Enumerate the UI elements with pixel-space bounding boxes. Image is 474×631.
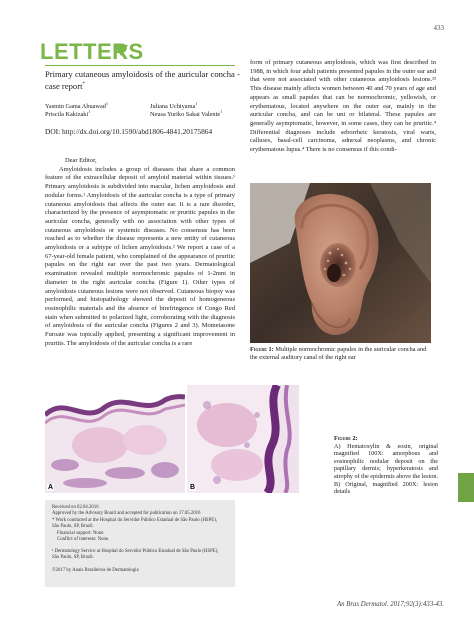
figure-2-label: Figure 2:	[334, 435, 358, 442]
figure-1-photo	[250, 183, 431, 343]
figure-2-caption	[334, 435, 438, 496]
figure-2-panel-b-label: B	[190, 484, 196, 491]
figure-2a-micrograph	[45, 385, 185, 493]
right-column	[250, 59, 436, 155]
figure-2-text: A) Hematoxylin & eosin, original magnified 100X: amorphous and eosinophilic nodular deposit on the papillary dermis; hyperkeratosis and atrophy of the epidermis above the lesion. B) Original, magnified 200X: lesion details	[334, 442, 438, 496]
salutation: Dear Editor,	[65, 157, 97, 164]
figure-2b-micrograph	[187, 385, 330, 493]
figure-1-label: Figure 1:	[250, 346, 274, 353]
article-title	[45, 69, 240, 91]
received-note: Received on 02.04.2016	[52, 505, 99, 510]
title-marker: *	[82, 81, 85, 87]
header-rule	[45, 65, 235, 66]
affiliation-note: ¹ Dermatology Service at Hospital do Servidor Público Estadual de São Paulo (HSPE), São Paulo, SP, Brazil.	[52, 549, 219, 561]
title-text: Primary cutaneous amyloidosis of the auricular concha - case report	[45, 69, 240, 91]
page-number: 433	[433, 24, 444, 32]
author-1: Yasmin Gama Abuawad$^1$	[45, 101, 108, 111]
journal-reference: An Bras Dermatol. 2017;92(3):433-43.	[336, 601, 444, 608]
side-tab-marker	[458, 473, 474, 502]
footnote-box	[45, 500, 235, 587]
work-conducted-note: * Work conducted at the Hospital do Servidor Público Estadual de São Paulo (HSPE), São Paulo, SP, Brazil.	[52, 518, 217, 530]
author-3: Priscila Kakizaki$^1$	[45, 109, 91, 119]
section-header: LETTERS	[40, 39, 144, 64]
figure-1-text: Multiple normochromic papules in the auricular concha and the external auditory canal of the right ear	[250, 346, 427, 361]
figure-2-panel-a-label: A	[48, 484, 54, 491]
author-2: Juliana Uchiyama$^1$	[150, 101, 198, 111]
doi-link[interactable]: DOI: http://dx.doi.org/10.1590/abd1806-4841.20175864	[45, 127, 213, 136]
right-column-paragraph: form of primary cutaneous amyloidosis, which was first described in 1988, in which four adult patients presented papules in the outer ear and that were not associated with other cutaneous amyloidosis lesions.²³ This disease mainly affects women between 40 and 70 years of age and appears as small papules that can be normochromic, yellowish, or erythematous, located anywhere on the outer ear, mainly in the auricular concha, and can be uni or bilateral. These papules are generally asymptomatic, however, in some cases, they can be pruritic.⁴ Differential diagnoses include seborrheic keratosis, viral warts, calluses, basal-cell carcinoma, adnexal neoplasms, and chronic erythematous lupus.⁴ There is no consensus if this condi-	[250, 59, 436, 154]
conflict-note: Conflict of interests: None.	[57, 537, 110, 542]
author-4: Neusa Yuriko Sakai Valente$^1$	[150, 109, 223, 119]
financial-support-note: Financial support: None.	[57, 531, 105, 536]
figure-1-caption	[250, 346, 431, 361]
approved-note: Approved by the Advisory Board and accepted for publication on 17.05.2016	[52, 511, 201, 516]
copyright-note: ©2017 by Anais Brasileiros de Dermatologia	[52, 568, 139, 573]
section-triangle-icon	[114, 45, 128, 56]
left-column-paragraph: Amyloidosis includes a group of diseases that share a common feature of the extracellular deposit of amyloid material within tissues.¹ Primary amyloidosis is subdivided into macular, lichen amyloidosis and nodular forms.¹ Amyloidosis of the auricular concha is a type of primary cutaneous amyloidosis that affects the outer ear. It is a rare disorder, characterized by the presence of asymptomatic or pruritic papules in the auricular concha, generally with no association with other types of cutaneous amyloidosis or systemic diseases. No consensus has been reached as to whether the disease represents a new entity of cutaneous amyloidosis or a subtype of lichen amyloidosis.² We report a case of a 67-year-old female patient, who complained of the appearance of pruritic papules on the right ear over the past two years. Dermatological examination revealed multiple normochromic papules of 1-2mm in diameter in the right auricular concha (Figure 1). Other types of amyloidosis cutaneous lesions were not observed. Cutaneous biopsy was performed, and histopathology showed the deposit of homogeneous eosinophilic materials and the absence of birefringence of Congo Red stain when submitted to polarized light, corroborating with the diagnosis of amyloidosis of the auricular concha (Figures 2 and 3). Mometasone Furoate was topically applied, presenting a significant improvement in pruritis. The amyloidosis of the auricular concha is a rare	[45, 165, 235, 347]
left-column	[45, 157, 235, 348]
